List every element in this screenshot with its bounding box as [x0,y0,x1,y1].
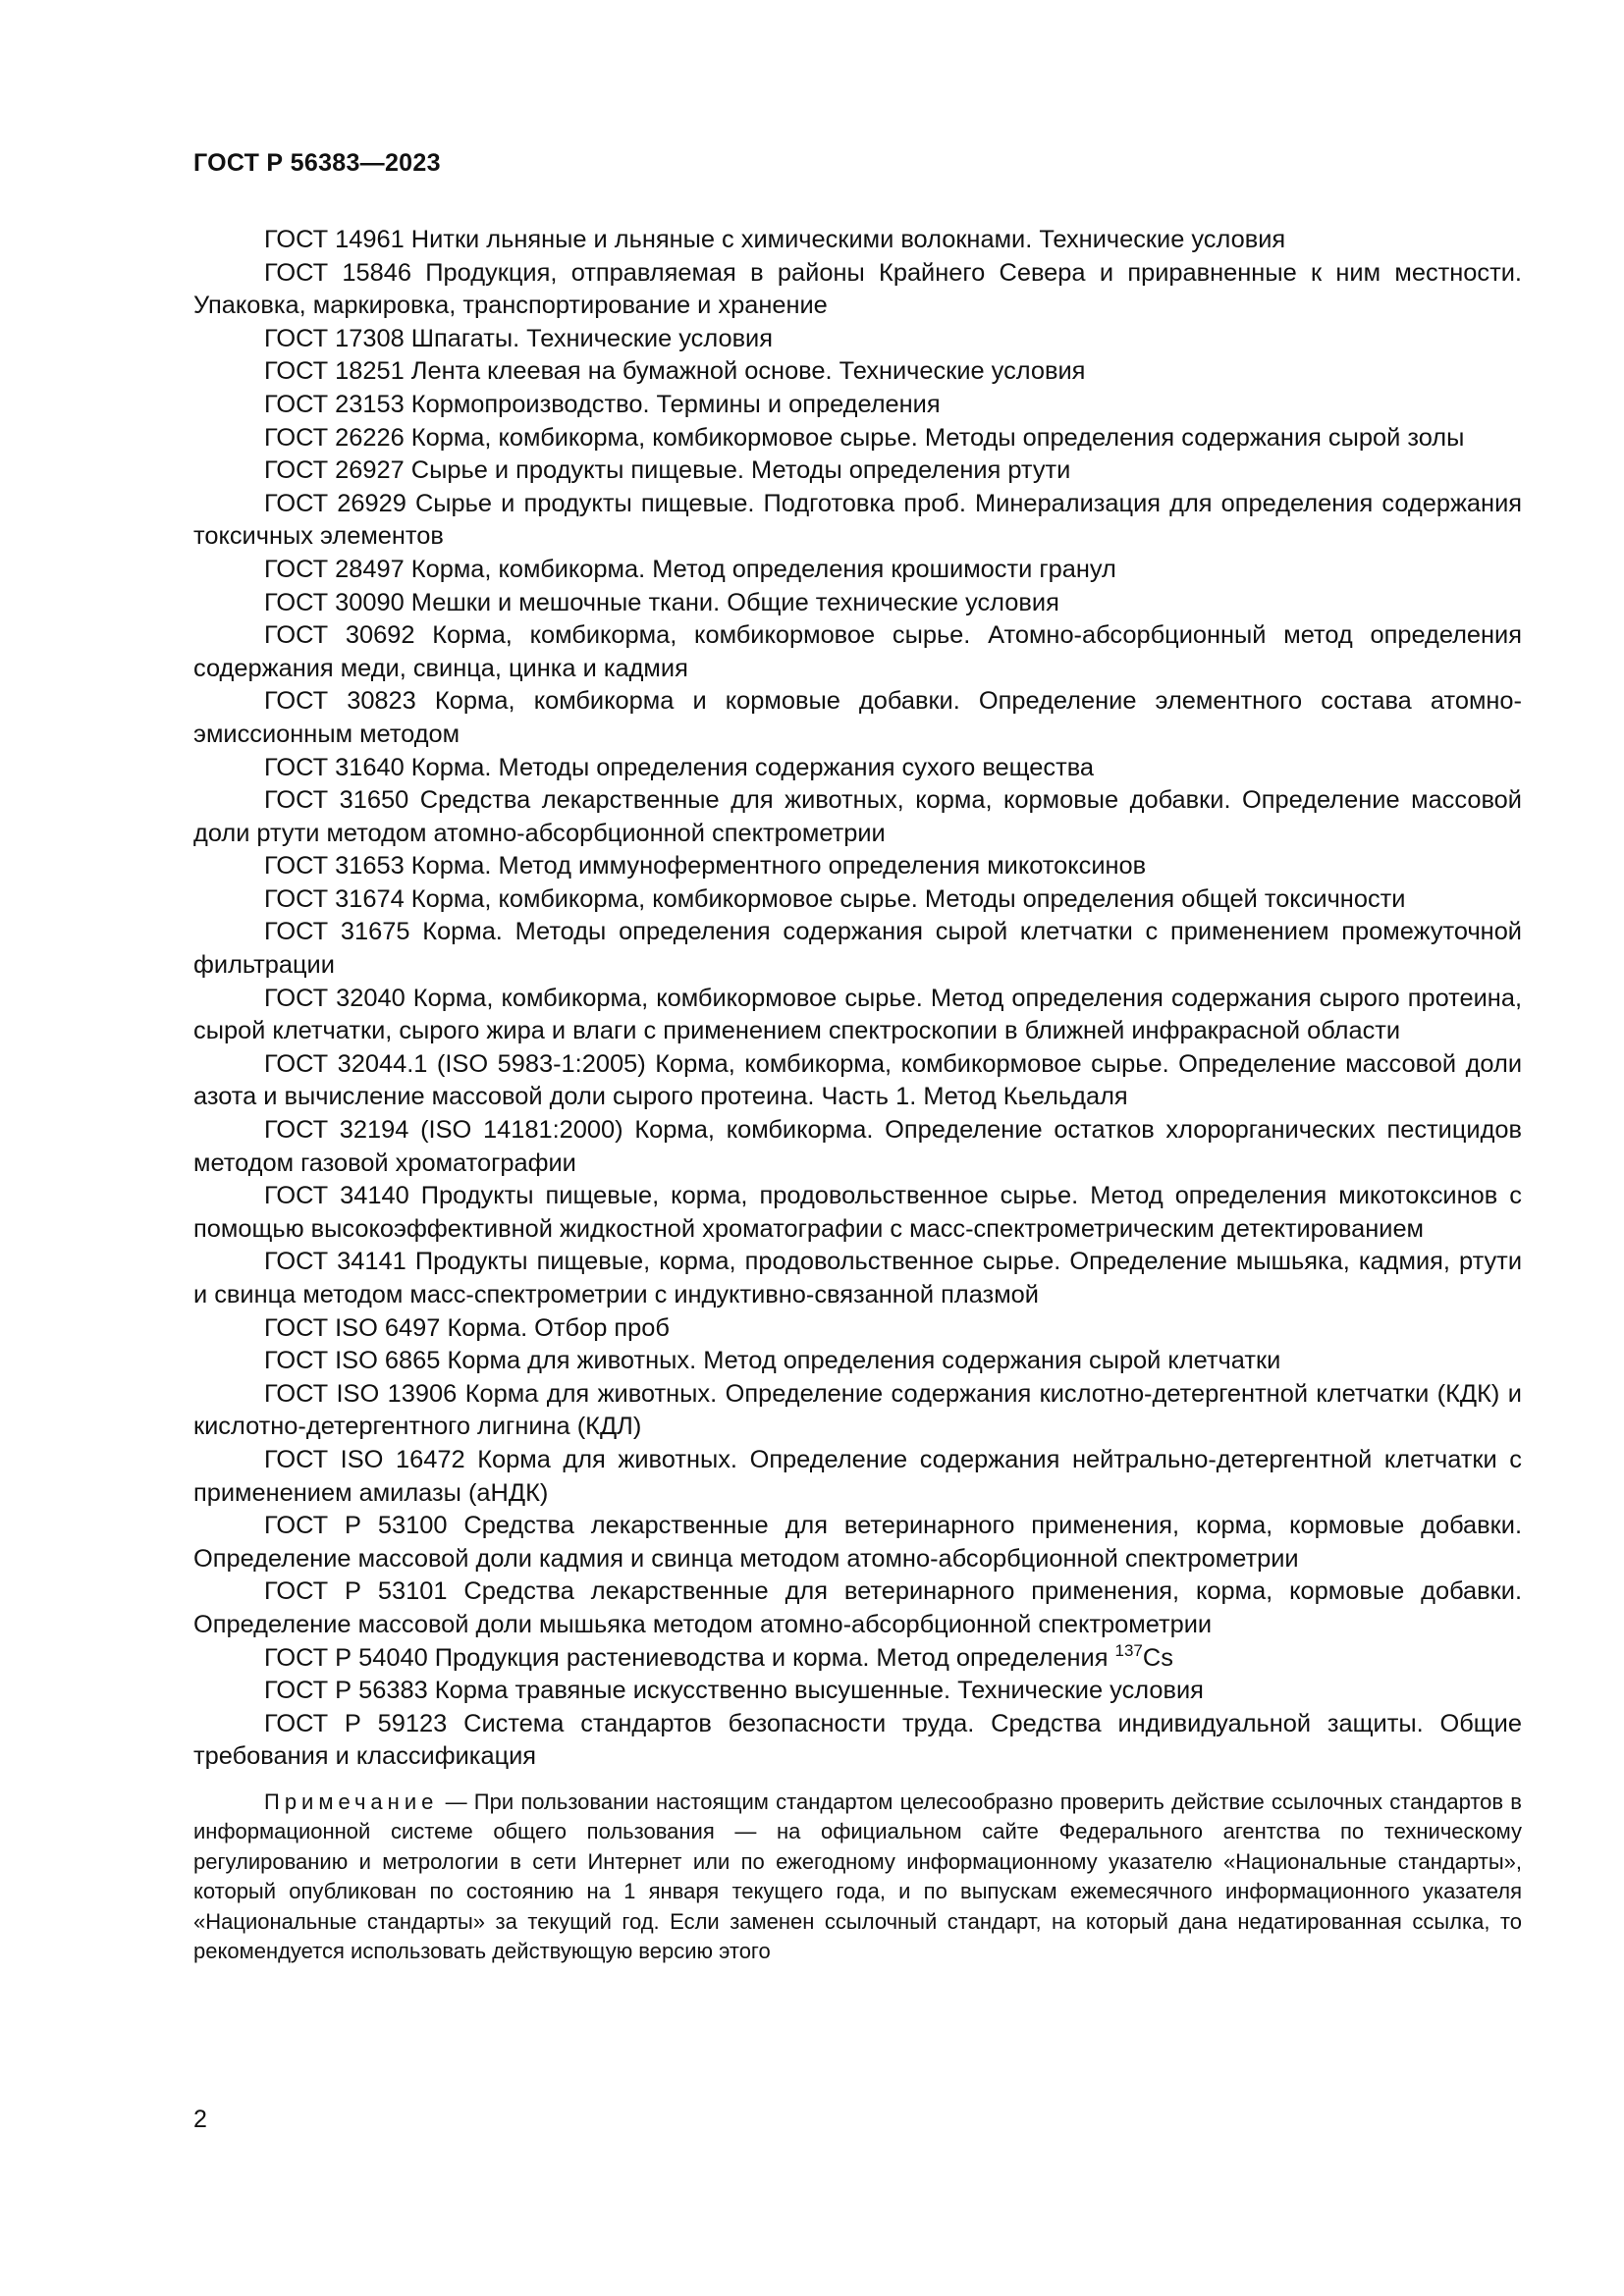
normative-references-list [193,224,1522,1966]
reference-item: ГОСТ Р 53100 Средства лекарственные для ветеринарного применения, корма, кормовые добавки. Определение массовой доли кадмия и свинца методом атомно-абсорбционной спектрометрии [193,1512,1522,1573]
reference-item: ГОСТ ISO 16472 Корма для животных. Определение содержания нейтрально-детергентной клетчатки с применением амилазы (аНДК) [193,1445,1522,1507]
document-header: ГОСТ Р 56383—2023 [193,149,441,177]
reference-item: ГОСТ 30692 Корма, комбикорма, комбикормовое сырье. Атомно-абсорбционный метод определения содержания меди, свинца, цинка и кадмия [193,621,1522,682]
reference-item: ГОСТ ISO 6497 Корма. Отбор проб [264,1313,670,1342]
reference-item: ГОСТ 30823 Корма, комбикорма и кормовые добавки. Определение элементного состава атомно-эмиссионным методом [193,687,1522,748]
reference-item: ГОСТ 30090 Мешки и мешочные ткани. Общие технические условия [264,588,1059,616]
note-text: — При пользовании настоящим стандартом целесообразно проверить действие ссылочных стандартов в информационной системе общего пользования — на официальном сайте Федерального агентства по техническому регулированию и метрологии в сети Интернет или по ежегодному информационному указателю «Национальные стандарты», который опубликован по состоянию на 1 января текущего года, и по выпускам ежемесячного информационного указателя «Национальные стандарты» за текущий год. Если заменен ссылочный стандарт, на который дана недатированная ссылка, то рекомендуется использовать действующую версию этого [193,1789,1522,1963]
reference-item: ГОСТ 32044.1 (ISO 5983-1:2005) Корма, комбикорма, комбикормовое сырье. Определение массовой доли азота и вычисление массовой доли сырого протеина. Часть 1. Метод Кьельдаля [193,1049,1522,1111]
reference-item: ГОСТ 31640 Корма. Методы определения содержания сухого вещества [264,753,1095,781]
reference-item: ГОСТ 31653 Корма. Метод иммуноферментного определения микотоксинов [264,852,1147,881]
reference-item: ГОСТ 32040 Корма, комбикорма, комбикормовое сырье. Метод определения содержания сырого протеина, сырой клетчатки, сырого жира и влаги с применением спектроскопии в ближней инфракрасной области [193,984,1522,1045]
reference-item: ГОСТ ISO 13906 Корма для животных. Определение содержания кислотно-детергентной клетчатки (КДК) и кислотно-детергентного лигнина (КДЛ) [193,1379,1522,1441]
reference-item: ГОСТ 14961 Нитки льняные и льняные с химическими волокнами. Технические условия [264,226,1286,253]
reference-item: ГОСТ 15846 Продукция, отправляемая в районы Крайнего Севера и приравненные к ним местности. Упаковка, маркировка, транспортирование и хранение [193,258,1522,320]
reference-item: ГОСТ Р 56383 Корма травяные искусственно высушенные. Технические условия [264,1677,1204,1705]
reference-item: ГОСТ 31650 Средства лекарственные для животных, корма, кормовые добавки. Определение массовой доли ртути методом атомно-абсорбционной спектрометрии [193,786,1522,847]
note-label: Примечание [264,1789,439,1814]
reference-item: ГОСТ 17308 Шпагаты. Технические условия [264,324,773,352]
reference-item: ГОСТ 34140 Продукты пищевые, корма, продовольственное сырье. Метод определения микотоксинов с помощью высокоэффективной жидкостной хроматографии с масс-спектрометрическим детектированием [193,1182,1522,1243]
note-paragraph [193,1788,1522,1966]
reference-item: ГОСТ Р 53101 Средства лекарственные для ветеринарного применения, корма, кормовые добавки. Определение массовой доли мышьяка методом атомно-абсорбционной спектрометрии [193,1577,1522,1638]
isotope-symbol: Cs [1142,1643,1173,1672]
reference-item: ГОСТ 31675 Корма. Методы определения содержания сырой клетчатки с применением промежуточной фильтрации [193,918,1522,980]
reference-item: ГОСТ 23153 Кормопроизводство. Термины и определения [264,390,941,418]
reference-text: ГОСТ Р 54040 Продукция растениеводства и корма. Метод определения [264,1643,1115,1672]
reference-item: ГОСТ Р 59123 Система стандартов безопасности труда. Средства индивидуальной защиты. Общие требования и классификация [193,1709,1522,1771]
reference-item: ГОСТ 28497 Корма, комбикорма. Метод определения крошимости гранул [264,555,1116,583]
reference-item [193,1642,1522,1676]
page-number: 2 [193,2106,207,2133]
reference-item: ГОСТ 26927 Сырье и продукты пищевые. Методы определения ртути [264,456,1071,485]
isotope-mass-number: 137 [1114,1640,1143,1660]
reference-item: ГОСТ 31674 Корма, комбикорма, комбикормовое сырье. Методы определения общей токсичности [264,884,1406,913]
reference-item: ГОСТ 26226 Корма, комбикорма, комбикормовое сырье. Методы определения содержания сырой золы [264,423,1465,452]
reference-item: ГОСТ 34141 Продукты пищевые, корма, продовольственное сырье. Определение мышьяка, кадмия, ртути и свинца методом масс-спектрометрии с индуктивно-связанной плазмой [193,1248,1522,1308]
reference-item: ГОСТ ISO 6865 Корма для животных. Метод определения содержания сырой клетчатки [264,1347,1281,1375]
reference-item: ГОСТ 26929 Сырье и продукты пищевые. Подготовка проб. Минерализация для определения содержания токсичных элементов [193,489,1522,551]
reference-item: ГОСТ 18251 Лента клеевая на бумажной основе. Технические условия [264,357,1086,386]
reference-item: ГОСТ 32194 (ISO 14181:2000) Корма, комбикорма. Определение остатков хлорорганических пестицидов методом газовой хроматографии [193,1116,1522,1177]
